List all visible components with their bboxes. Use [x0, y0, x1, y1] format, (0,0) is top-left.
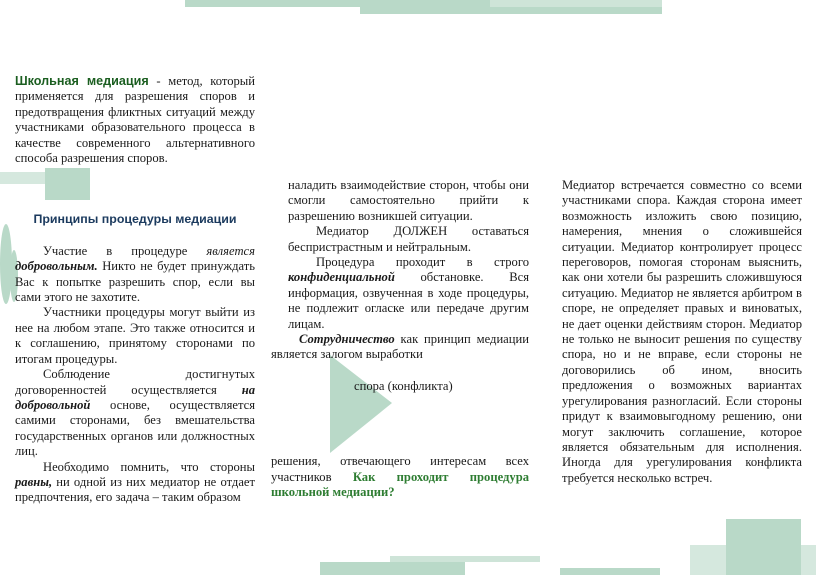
p1-text-d: Никто не будет принуждать Вас к попытке разрешить спор, если вы сами этого не захотите. — [15, 259, 255, 305]
column-3 — [562, 178, 802, 486]
col2-p3-text-b: конфиденциальной — [288, 270, 395, 285]
p1-text-c: добровольным. — [15, 259, 98, 274]
p3-text-c: основе, осуществляется самими сторонами, без вмешательства государственных органов или должностных лиц. — [15, 397, 255, 459]
col2-paragraph-2: Медиатор ДОЛЖЕН оставаться беспристрастным и нейтральным. — [288, 224, 529, 254]
bottom-right-deco-block-2 — [690, 545, 816, 575]
bottom-deco-bar-1 — [320, 562, 465, 575]
col3-paragraph-1: Медиатор встречается совместно со всеми участниками спора. Каждая сторона имеет возможность изложить свою позицию, намерения, мнения о сложившейся ситуации. Медиатор контролирует процесс переговоров, помогая сторонам выяснить, как они хотели бы разрешить сложившуюся ситуацию. Медиатор не является арбитром в споре, не определяет правых и виноватых, не дает оценки действиям сторон. Медиатор не только не выносит решения по существу спора, но и не вправе, если стороны не договорились об ином, вносить предложения о возможных вариантах урегулирования разногласий. Если стороны придут к взаимовыгодному решению, они могут заключить соглашение, которое является обязательным для исполнения. Иногда для урегулирования конфликта требуется несколько встреч. — [562, 178, 802, 485]
top-deco-bar-2 — [360, 7, 662, 14]
col2-p4-text-b: как принцип медиации является залогом выработки — [271, 332, 529, 362]
col2-paragraph-1: наладить взаимодействие сторон, чтобы они смогли самостоятельно прийти к разрешению возникшей ситуации. — [288, 178, 529, 223]
p4-text-b: равны, — [15, 474, 53, 489]
principle-paragraph-1 — [15, 244, 255, 306]
col2-p5-question: Как проходит процедура школьной медиации? — [271, 469, 530, 500]
bottom-deco-bar-2 — [390, 556, 540, 562]
principle-paragraph-4 — [15, 460, 255, 506]
left-ellipse-1 — [0, 224, 12, 304]
intro-paragraph — [15, 74, 255, 166]
intro-term: Школьная медиация — [15, 74, 149, 88]
p3-text-a: Соблюдение достигнутых договоренностей осуществляется — [15, 367, 255, 397]
p3-text-b: на добровольной — [15, 382, 255, 412]
col2-p5-text-a: решения, отвечающего интересам всех участников — [271, 454, 529, 484]
p4-text-a: Необходимо помнить, что стороны — [43, 459, 255, 474]
column-1 — [15, 74, 255, 506]
col2-p3-text-a: Процедура проходит в строго — [316, 255, 529, 270]
col2-paragraph-3 — [288, 255, 529, 332]
p4-text-c: ни одной из них медиатор не отдает предпочтения, его задача – таким образом — [15, 474, 255, 505]
principle-paragraph-3 — [15, 367, 255, 459]
column-2 — [271, 178, 530, 501]
top-deco-bar-1 — [185, 0, 490, 7]
intro-text: - метод, который применяется для разрешения споров и предотвращения фликтных ситуаций между участниками образовательного процесса в качестве современного альтернативного способа разрешения споров. — [15, 74, 255, 166]
p1-text-b: является — [206, 243, 255, 258]
p1-text-a: Участие в процедуре — [43, 243, 207, 258]
principle-paragraph-2: Участники процедуры могут выйти из нее на любом этапе. Это также относится и к соглашению, принятому сторонами по итогам процедуры. — [15, 305, 255, 366]
col2-paragraph-5 — [271, 454, 529, 500]
principles-heading: Принципы процедуры медиации — [33, 212, 237, 227]
bottom-deco-bar-3 — [560, 568, 660, 575]
col2-p3-text-c: обстановке. Вся информация, озвученная в ходе процедуры, не подлежит огласке или передаче другим лицам. — [288, 270, 529, 331]
col2-paragraph-4 — [271, 332, 529, 363]
col2-p4-text-a: Сотрудничество — [299, 332, 395, 347]
col2-center-line: спора (конфликта) — [354, 378, 453, 393]
top-deco-block — [490, 0, 662, 7]
